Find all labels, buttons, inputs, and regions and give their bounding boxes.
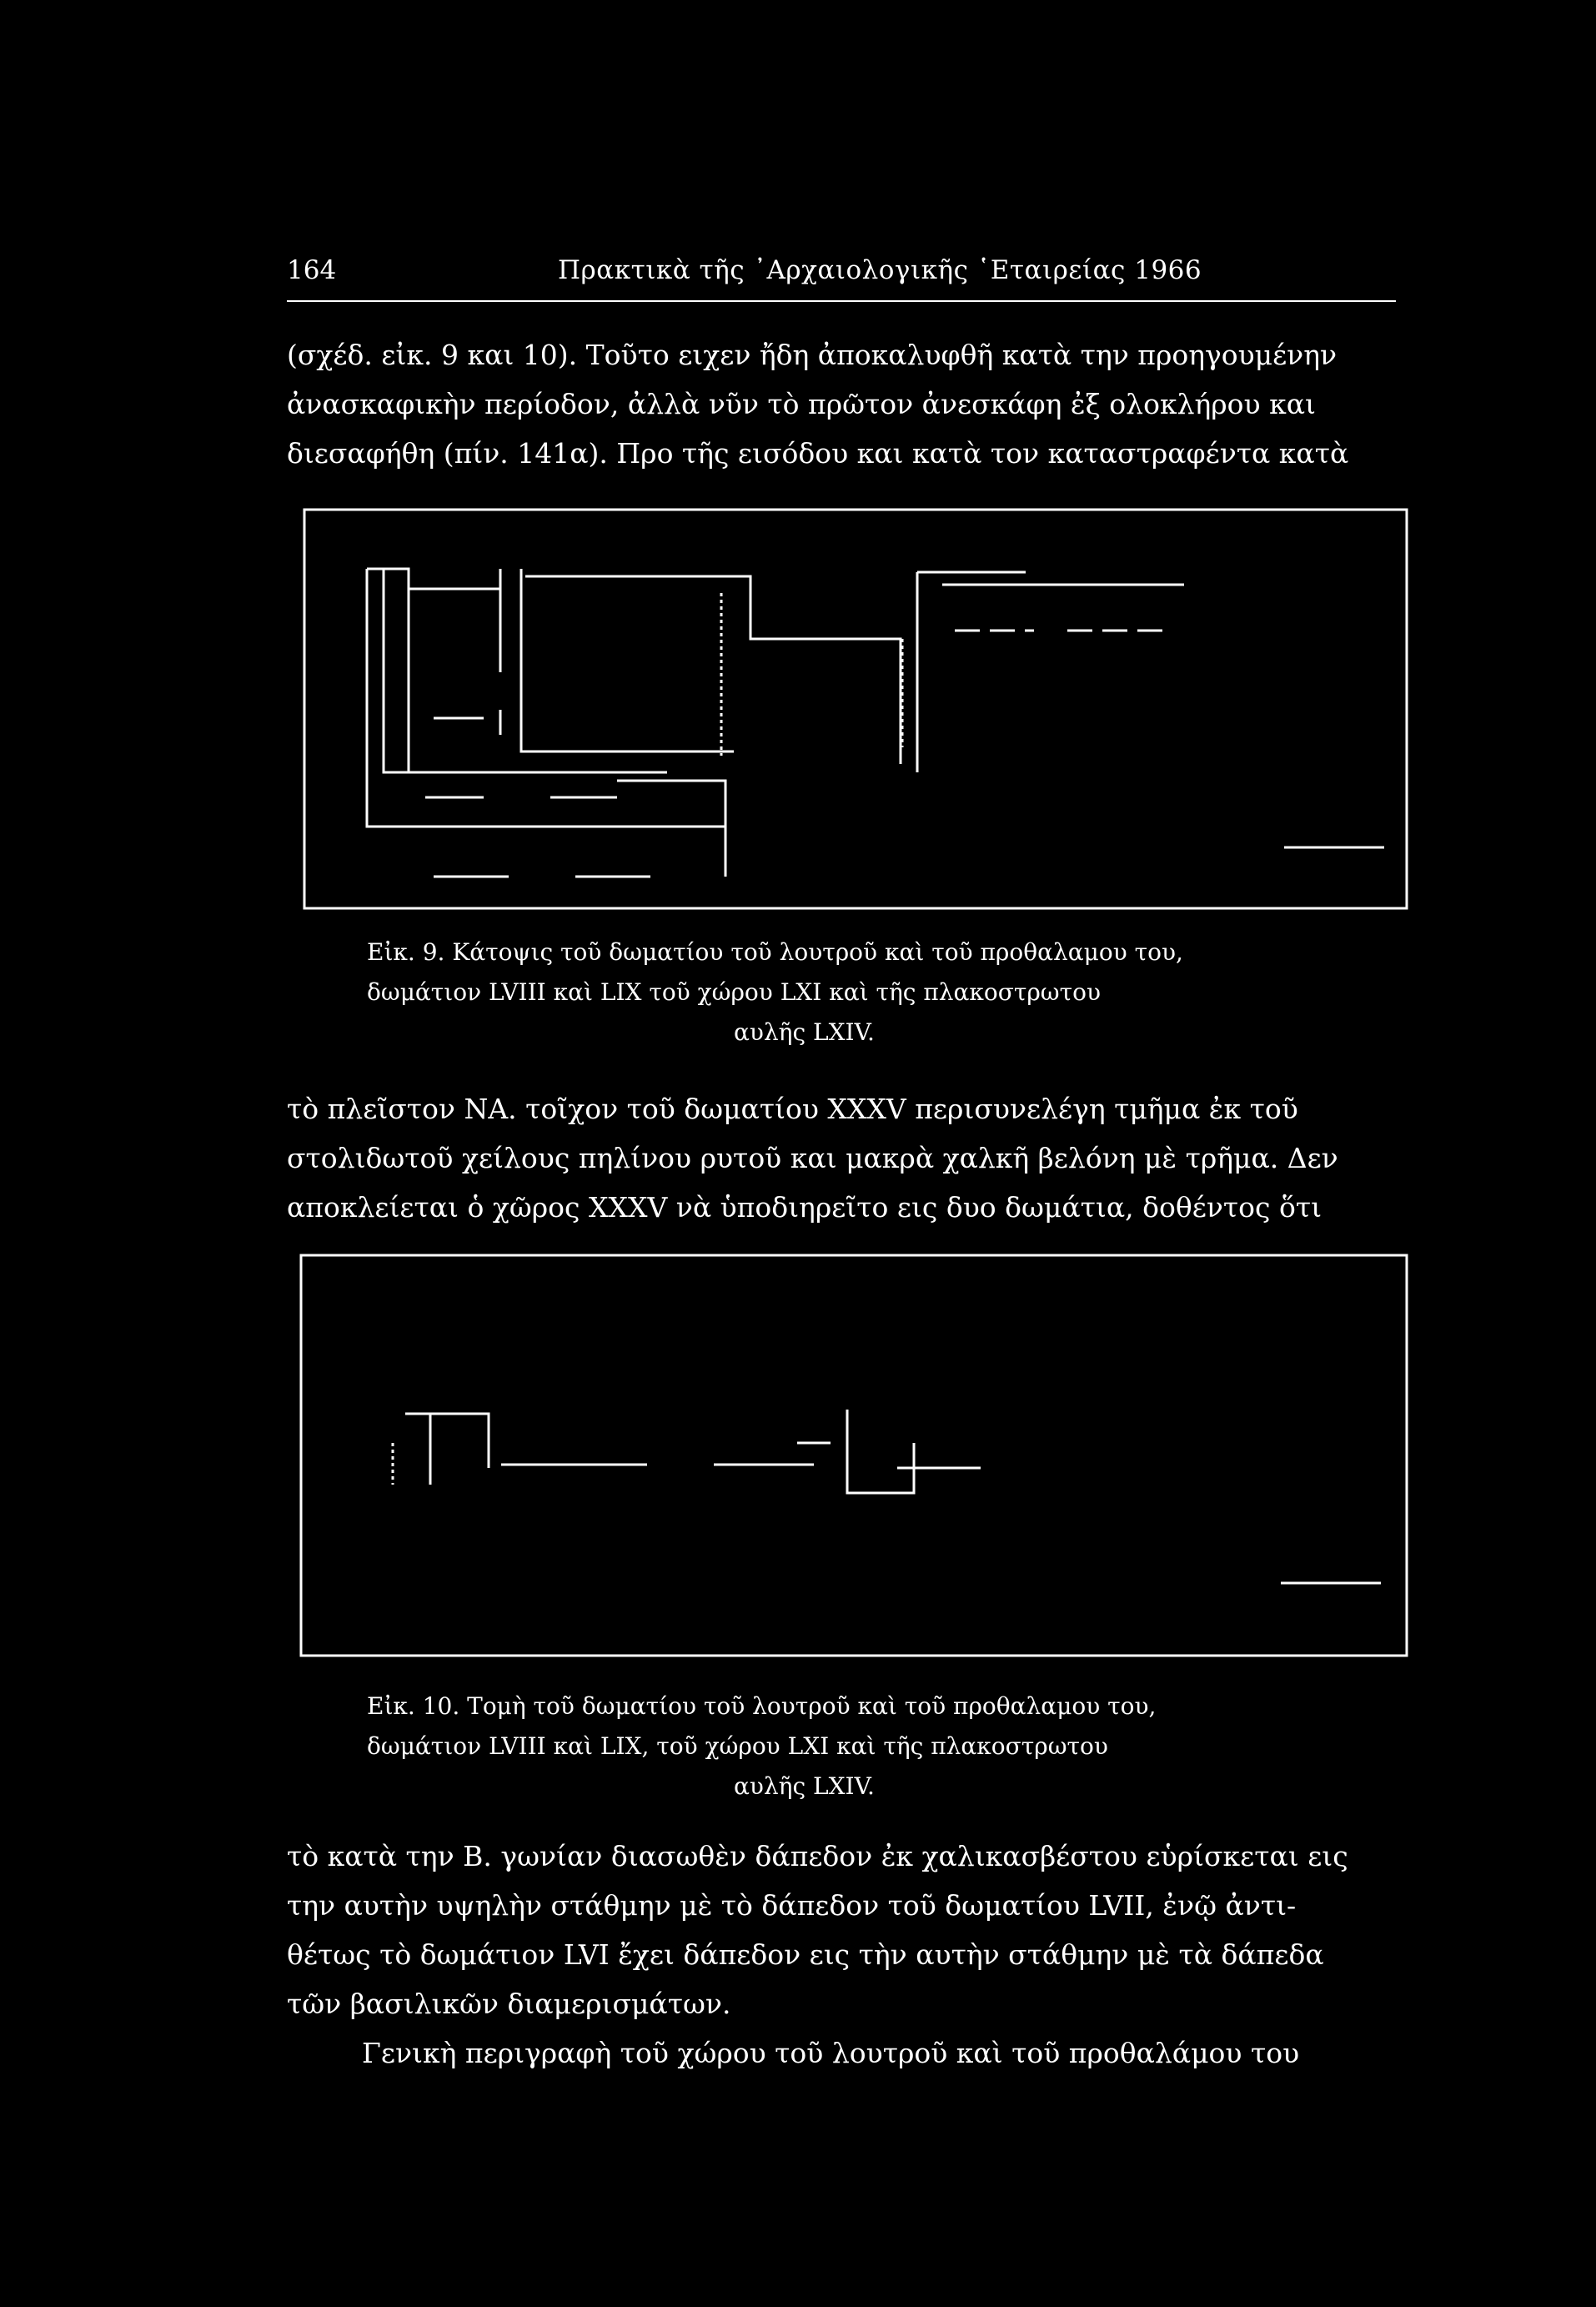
- header-rule: [287, 300, 1396, 302]
- figure-9-caption-line-3: αυλῆς LXIV.: [734, 1018, 875, 1046]
- figure-9-plan: [300, 505, 1411, 914]
- figure-10-frame: [301, 1255, 1407, 1656]
- figure-9-room-lviii: [367, 569, 725, 827]
- paragraph-1-line-3: διεσαφήθη (πίν. 141α). Προ τῆς εισόδου και κατὰ τον καταστραφέντα κατὰ: [287, 437, 1349, 470]
- figure-10-wall-right: [847, 1410, 914, 1493]
- paragraph-2-line-1: τὸ πλεῖστον ΝΑ. τοῖχον τοῦ δωματίου XXXV περισυνελέγη τμῆμα ἐκ τοῦ: [287, 1093, 1298, 1125]
- figure-9-frame: [304, 510, 1407, 908]
- page-number: 164: [287, 255, 337, 285]
- paragraph-1-line-1: (σχέδ. εἰκ. 9 και 10). Τοῦτο ειχεν ἤδη ἀποκαλυφθῆ κατὰ την προηγουμένην: [287, 339, 1338, 371]
- figure-10-caption-line-2: δωμάτιον LVIII καὶ LIX, τοῦ χώρου LXI καὶ τῆς πλακοστρωτου: [367, 1732, 1108, 1760]
- paragraph-2-line-2: στολιδωτοῦ χείλους πηλίνου ρυτοῦ και μακρὰ χαλκῆ βελόνη μὲ τρῆμα. Δεν: [287, 1142, 1338, 1174]
- figure-9-caption-line-1: Εἰκ. 9. Κάτοψις τοῦ δωματίου τοῦ λουτροῦ καὶ τοῦ προθαλαμου του,: [367, 938, 1183, 966]
- paragraph-2-line-3: αποκλείεται ὁ χῶρος XXXV νὰ ὑποδιηρεῖτο εις δυο δωμάτια, δοθέντος ὅτι: [287, 1191, 1322, 1224]
- figure-9-room-lxi: [917, 572, 1026, 772]
- paragraph-3-line-2: την αυτὴν υψηλὴν στάθμην μὲ τὸ δάπεδον τοῦ δωματίου LVII, ἐνῷ ἀντι-: [287, 1889, 1297, 1922]
- figure-10-wall-left: [405, 1414, 489, 1485]
- paragraph-4-line-1: Γενικὴ περιγραφὴ τοῦ χώρου τοῦ λουτροῦ καὶ τοῦ προθαλάμου του: [362, 2037, 1300, 2069]
- paragraph-3-line-1: τὸ κατὰ την Β. γωνίαν διασωθὲν δάπεδον ἐκ χαλικασβέστου εὑρίσκεται εις: [287, 1840, 1348, 1872]
- figure-9-caption-line-2: δωμάτιον LVIII καὶ LIX τοῦ χώρου LXI καὶ τῆς πλακοστρωτου: [367, 978, 1102, 1006]
- running-title: Πρακτικὰ τῆς ᾽Αρχαιολογικῆς ῾Εταιρείας 1966: [558, 255, 1202, 285]
- figure-10-caption-line-1: Εἰκ. 10. Τομὴ τοῦ δωματίου τοῦ λουτροῦ καὶ τοῦ προθαλαμου του,: [367, 1692, 1157, 1720]
- figure-10-section: [297, 1251, 1411, 1661]
- paragraph-3-line-3: θέτως τὸ δωμάτιον LVI ἔχει δάπεδον εις τὴν αυτὴν στάθμην μὲ τὰ δάπεδα: [287, 1938, 1324, 1971]
- running-header: [287, 255, 1396, 302]
- paragraph-1-line-2: ἀνασκαφικὴν περίοδον, ἀλλὰ νῦν τὸ πρῶτον ἀνεσκάφη ἐξ ολοκλήρου και: [287, 388, 1316, 420]
- paragraph-3-line-4: τῶν βασιλικῶν διαμερισμάτων.: [287, 1988, 731, 2020]
- figure-10-caption-line-3: αυλῆς LXIV.: [734, 1772, 875, 1800]
